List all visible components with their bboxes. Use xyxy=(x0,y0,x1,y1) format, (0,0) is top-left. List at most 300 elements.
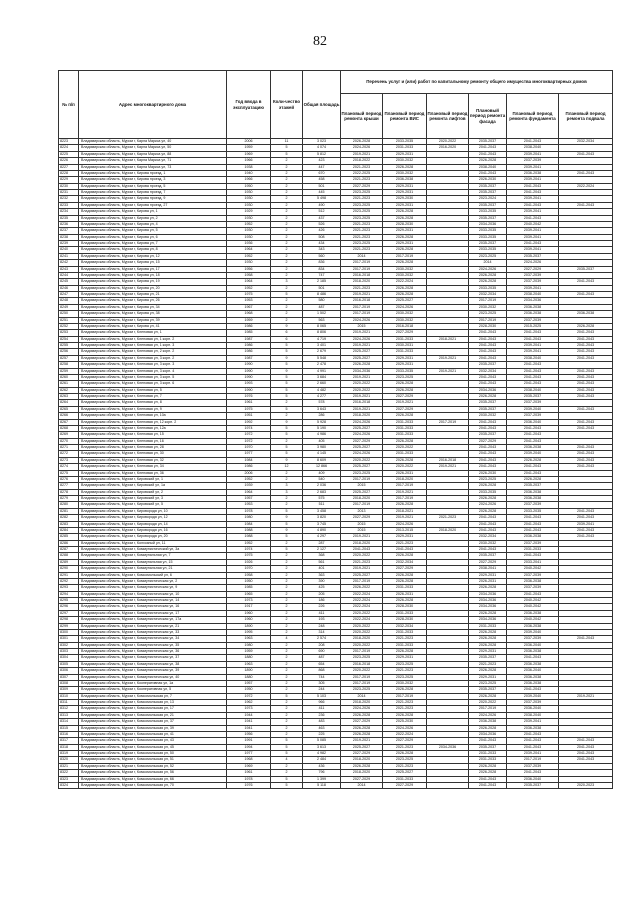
cell-floors: 2 xyxy=(271,177,303,183)
cell-floors: 5 xyxy=(271,776,303,782)
cell-num: 8255 xyxy=(59,343,79,349)
cell-es: 2018-2021 xyxy=(383,508,427,514)
cell-floors: 2 xyxy=(271,649,303,655)
cell-roof: 2025-2027 xyxy=(341,464,383,470)
cell-roof: 2019-2021 xyxy=(341,738,383,744)
cell-roof: 2017-2019 xyxy=(341,680,383,686)
cell-facade: 2035-2037 xyxy=(469,139,507,145)
table-header xyxy=(59,71,613,139)
cell-year: 1986 xyxy=(227,323,271,329)
cell-address: Владимирская область, Муром г, Комсомольская ул, 37 xyxy=(79,719,227,725)
header-lift: Плановый период ремонта лифтов xyxy=(427,94,469,139)
cell-area: 2 574 xyxy=(303,636,341,642)
cell-facade: 2023-2025 xyxy=(469,680,507,686)
cell-es: 2030-2031 xyxy=(383,343,427,349)
cell-foundation: 2036-2038 xyxy=(507,489,559,495)
cell-year: 1956 xyxy=(227,731,271,737)
cell-num: 8316 xyxy=(59,731,79,737)
cell-facade: 2028-2030 xyxy=(469,323,507,329)
cell-facade: 2026-2028 xyxy=(469,496,507,502)
cell-num: 8230 xyxy=(59,183,79,189)
cell-foundation: 2038-2040 xyxy=(507,292,559,298)
cell-area: 447 xyxy=(303,164,341,170)
cell-facade: 2024-2026 xyxy=(469,266,507,272)
cell-es: 2021-2023 xyxy=(383,540,427,546)
cell-foundation: 2037-2039 xyxy=(507,636,559,642)
cell-num: 8274 xyxy=(59,464,79,470)
cell-num: 8299 xyxy=(59,623,79,629)
cell-area: 4 890 xyxy=(303,527,341,533)
cell-es: 2024-2026 xyxy=(383,304,427,310)
cell-roof: 2020-2022 xyxy=(341,668,383,674)
cell-floors: 5 xyxy=(271,521,303,527)
cell-year: 1930 xyxy=(227,215,271,221)
cell-facade: 2041-2043 xyxy=(469,330,507,336)
cell-facade: 2026-2030 xyxy=(469,470,507,476)
cell-es: 2026-2028 xyxy=(383,578,427,584)
cell-floors: 2 xyxy=(271,719,303,725)
cell-cellar: 2036-2038 xyxy=(559,311,613,317)
cell-num: 8279 xyxy=(59,496,79,502)
cell-num: 8265 xyxy=(59,406,79,412)
cell-area: 834 xyxy=(303,266,341,272)
cell-year: 1976 xyxy=(227,394,271,400)
cell-area: 561 xyxy=(303,559,341,565)
cell-es: 2018-2020 xyxy=(383,476,427,482)
cell-cellar: 2041-2043 xyxy=(559,343,613,349)
cell-address: Владимирская область, Муром г, Карла Маркса ул, 71 xyxy=(79,158,227,164)
cell-year: 1972 xyxy=(227,432,271,438)
cell-year: 1978 xyxy=(227,508,271,514)
cell-foundation: 2041-2043 xyxy=(507,190,559,196)
cell-es: 2026-2028 xyxy=(383,598,427,604)
cell-year: 1975 xyxy=(227,292,271,298)
cell-floors: 5 xyxy=(271,362,303,368)
cell-floors: 2 xyxy=(271,438,303,444)
cell-year: 1953 xyxy=(227,502,271,508)
cell-es: 2030-2032 xyxy=(383,266,427,272)
cell-facade: 2035-2037 xyxy=(469,553,507,559)
cell-address: Владимирская область, Муром г, Кирова проезд, 3 xyxy=(79,177,227,183)
cell-roof: 2019-2021 xyxy=(341,534,383,540)
cell-year: 1930 xyxy=(227,190,271,196)
cell-facade: 2041-2043 xyxy=(469,419,507,425)
cell-area: 343 xyxy=(303,247,341,253)
cell-year: 1952 xyxy=(227,253,271,259)
cell-year: 1994 xyxy=(227,744,271,750)
cell-facade: 2041-2043 xyxy=(469,515,507,521)
cell-address: Владимирская область, Муром г, Коммунистическая ул, 14 xyxy=(79,598,227,604)
cell-facade: 2038-2041 xyxy=(469,566,507,572)
cell-num: 8295 xyxy=(59,598,79,604)
cell-area: 654 xyxy=(303,661,341,667)
cell-area: 2 127 xyxy=(303,547,341,553)
cell-num: 8308 xyxy=(59,680,79,686)
cell-es: 2026-2028 xyxy=(383,751,427,757)
cell-facade: 2026-2028 xyxy=(469,272,507,278)
cell-facade: 2034-2036 xyxy=(469,598,507,604)
cell-es: 2032-2034 xyxy=(383,559,427,565)
cell-roof: 2023-2025 xyxy=(341,215,383,221)
cell-year: 1964 xyxy=(227,279,271,285)
cell-area: 4 982 xyxy=(303,751,341,757)
cell-es: 2026-2028 xyxy=(383,687,427,693)
cell-year: 1952 xyxy=(227,476,271,482)
cell-num: 8242 xyxy=(59,260,79,266)
cell-roof: 2024-2026 xyxy=(341,419,383,425)
cell-foundation: 2038-2040 xyxy=(507,387,559,393)
cell-facade: 2027-2029 xyxy=(469,438,507,444)
cell-es: 2027-2029 xyxy=(383,738,427,744)
cell-facade: 2035-2037 xyxy=(469,362,507,368)
cell-foundation: 2039-2041 xyxy=(507,247,559,253)
cell-area: 670 xyxy=(303,170,341,176)
cell-floors: 12 xyxy=(271,464,303,470)
cell-es: 2031-2033 xyxy=(383,145,427,151)
cell-cellar: 2035-2037 xyxy=(559,266,613,272)
cell-address: Владимирская область, Муром г, Кооперативная ул, 5 xyxy=(79,687,227,693)
cell-roof: 2016-2018 xyxy=(341,272,383,278)
cell-num: 8273 xyxy=(59,457,79,463)
cell-facade: 2030-2032 xyxy=(469,540,507,546)
cell-foundation: 2041-2043 xyxy=(507,381,559,387)
cell-year: 1990 xyxy=(227,362,271,368)
cell-area: 5 498 xyxy=(303,196,341,202)
cell-roof: 2024-2026 xyxy=(341,145,383,151)
cell-es: 2033-2035 xyxy=(383,139,427,145)
cell-floors: 5 xyxy=(271,406,303,412)
cell-facade: 2041-2043 xyxy=(469,451,507,457)
cell-area: 4 991 xyxy=(303,368,341,374)
cell-num: 8236 xyxy=(59,221,79,227)
cell-address: Владимирская область, Муром г, Кирова ул, 15 xyxy=(79,260,227,266)
cell-year: 2006 xyxy=(227,139,271,145)
cell-facade: 2026-2028 xyxy=(469,642,507,648)
cell-floors: 2 xyxy=(271,629,303,635)
cell-facade: 2034-2036 xyxy=(469,221,507,227)
cell-foundation: 2041-2043 xyxy=(507,438,559,444)
cell-roof: 2027-2029 xyxy=(341,751,383,757)
cell-es: 2031-2033 xyxy=(383,629,427,635)
cell-area: 436 xyxy=(303,763,341,769)
cell-roof: 2021-2023 xyxy=(341,228,383,234)
cell-foundation: 2039-2041 xyxy=(507,196,559,202)
cell-roof: 2017-2019 xyxy=(341,260,383,266)
cell-area: 744 xyxy=(303,674,341,680)
cell-facade: 2026-2028 xyxy=(469,508,507,514)
cell-foundation: 2037-2039 xyxy=(507,585,559,591)
cell-es: 2017-2019 xyxy=(383,253,427,259)
cell-num: 8297 xyxy=(59,610,79,616)
cell-address: Владимирская область, Муром г, Комсомольская ул, 52 xyxy=(79,763,227,769)
cell-floors: 2 xyxy=(271,502,303,508)
cell-roof: 2025-2027 xyxy=(341,355,383,361)
cell-foundation: 2039-2041 xyxy=(507,234,559,240)
cell-num: 8315 xyxy=(59,725,79,731)
cell-es: 2016-2018 xyxy=(383,323,427,329)
cell-lift: 2016-2018 xyxy=(427,457,469,463)
cell-facade: 2026-2028 xyxy=(469,763,507,769)
cell-floors: 5 xyxy=(271,693,303,699)
cell-es: 2026-2028 xyxy=(383,381,427,387)
cell-es: 2026-2031 xyxy=(383,470,427,476)
cell-roof: 2027-2029 xyxy=(341,183,383,189)
cell-address: Владимирская область, Муром г, Кирова проезд, 1 xyxy=(79,170,227,176)
cell-num: 8290 xyxy=(59,566,79,572)
header-year: Год ввода в эксплуатацию xyxy=(227,71,271,139)
header-foundation: Плановый период ремонта фундамента xyxy=(507,94,559,139)
cell-roof: 2023-2025 xyxy=(341,655,383,661)
cell-address: Владимирская область, Муром г, Кирова ул, 34 xyxy=(79,304,227,310)
cell-num: 8309 xyxy=(59,687,79,693)
cell-num: 8278 xyxy=(59,489,79,495)
cell-area: 411 xyxy=(303,706,341,712)
cell-address: Владимирская область, Муром г, Кленовая ул, 28 xyxy=(79,445,227,451)
cell-roof: 2019-2021 xyxy=(341,292,383,298)
cell-num: 8305 xyxy=(59,661,79,667)
cell-floors: 5 xyxy=(271,508,303,514)
cell-es: 2026-2028 xyxy=(383,387,427,393)
cell-facade: 2035-2037 xyxy=(469,655,507,661)
cell-facade: 2035-2037 xyxy=(469,190,507,196)
cell-num: 8247 xyxy=(59,292,79,298)
cell-facade: 2038-2040 xyxy=(469,164,507,170)
cell-facade: 2034-2036 xyxy=(469,617,507,623)
header-area: Общая площадь xyxy=(303,71,341,139)
cell-facade: 2041-2043 xyxy=(469,782,507,788)
cell-floors: 2 xyxy=(271,668,303,674)
cell-roof: 2024-2026 xyxy=(341,317,383,323)
cell-floors: 2 xyxy=(271,642,303,648)
cell-area: 796 xyxy=(303,770,341,776)
cell-year: 1960 xyxy=(227,610,271,616)
cell-num: 8277 xyxy=(59,483,79,489)
cell-floors: 5 xyxy=(271,394,303,400)
cell-es: 2026-2028 xyxy=(383,413,427,419)
cell-es: 2027-2029 xyxy=(383,566,427,572)
cell-cellar: 2020-2023 xyxy=(559,782,613,788)
cell-floors: 6 xyxy=(271,330,303,336)
cell-floors: 2 xyxy=(271,190,303,196)
cell-cellar: 2019-2021 xyxy=(559,693,613,699)
cell-address: Владимирская область, Муром г, Кирова ул, 1 xyxy=(79,209,227,215)
cell-floors: 2 xyxy=(271,183,303,189)
cell-foundation: 2038-2040 xyxy=(507,712,559,718)
cell-num: 8234 xyxy=(59,209,79,215)
cell-foundation: 2038-2040 xyxy=(507,355,559,361)
cell-floors: 5 xyxy=(271,145,303,151)
cell-facade: 2033-2035 xyxy=(469,285,507,291)
cell-year: 1957 xyxy=(227,496,271,502)
cell-cellar: 2032-2034 xyxy=(559,139,613,145)
cell-foundation: 2039-2040 xyxy=(507,693,559,699)
cell-year: 1926 xyxy=(227,559,271,565)
cell-floors: 5 xyxy=(271,782,303,788)
header-address: Адрес многоквартирного дома xyxy=(79,71,227,139)
cell-address: Владимирская область, Муром г, Кирова ул, 38 xyxy=(79,311,227,317)
cell-address: Владимирская область, Муром г, Кирова ул, 26 xyxy=(79,298,227,304)
cell-foundation: 2034-2036 xyxy=(507,298,559,304)
cell-facade: 2041-2043 xyxy=(469,145,507,151)
cell-floors: 2 xyxy=(271,260,303,266)
cell-facade: 2026-2030 xyxy=(469,177,507,183)
cell-facade: 2035-2037 xyxy=(469,432,507,438)
cell-floors: 2 xyxy=(271,617,303,623)
cell-facade: 2033-2035 xyxy=(469,489,507,495)
cell-num: 8226 xyxy=(59,158,79,164)
cell-area: 423 xyxy=(303,158,341,164)
cell-address: Владимирская область, Муром г, Кирова ул, 18 xyxy=(79,272,227,278)
cell-foundation: 2040-2042 xyxy=(507,604,559,610)
cell-year: 1976 xyxy=(227,782,271,788)
cell-address: Владимирская область, Муром г, Кленовая ул, 1 корп. 2 xyxy=(79,336,227,342)
cell-num: 8254 xyxy=(59,336,79,342)
cell-facade: 2041-2043 xyxy=(469,464,507,470)
cell-num: 8262 xyxy=(59,387,79,393)
cell-num: 8251 xyxy=(59,317,79,323)
cell-floors: 2 xyxy=(271,731,303,737)
cell-address: Владимирская область, Муром г, Кленовая ул, 1 xyxy=(79,330,227,336)
cell-year: 1938 xyxy=(227,164,271,170)
cell-foundation: 2039-2041 xyxy=(507,177,559,183)
cell-facade: 2034-2036 xyxy=(469,731,507,737)
cell-area: 226 xyxy=(303,604,341,610)
cell-foundation: 2041-2043 xyxy=(507,553,559,559)
cell-num: 8259 xyxy=(59,368,79,374)
cell-roof: 2019-2021 xyxy=(341,343,383,349)
cell-roof: 2015 xyxy=(341,521,383,527)
cell-num: 8293 xyxy=(59,585,79,591)
cell-es: 2031-2033 xyxy=(383,642,427,648)
cell-area: 3 980 xyxy=(303,445,341,451)
cell-roof: 2016-2018 xyxy=(341,661,383,667)
cell-floors: 2 xyxy=(271,158,303,164)
cell-foundation: 2039-2041 xyxy=(507,228,559,234)
cell-address: Владимирская область, Муром г, Кленовая ул, 15 xyxy=(79,432,227,438)
cell-area: 2 683 xyxy=(303,489,341,495)
cell-year: 1993 xyxy=(227,381,271,387)
cell-num: 8248 xyxy=(59,298,79,304)
cell-address: Владимирская область, Муром г, Кировский ул, 5 xyxy=(79,502,227,508)
cell-address: Владимирская область, Муром г, Кирова проезд, 27 xyxy=(79,202,227,208)
cell-es: 2026-2028 xyxy=(383,292,427,298)
cell-year: 1988 xyxy=(227,527,271,533)
cell-facade: 2026-2028 xyxy=(469,629,507,635)
cell-area: 5 812 xyxy=(303,151,341,157)
cell-area: 511 xyxy=(303,502,341,508)
cell-cellar: 2041-2043 xyxy=(559,279,613,285)
cell-foundation: 2041-2043 xyxy=(507,215,559,221)
cell-es: 2021-2023 xyxy=(383,668,427,674)
cell-cellar: 2041-2043 xyxy=(559,757,613,763)
cell-num: 8270 xyxy=(59,438,79,444)
cell-year: 1930 xyxy=(227,234,271,240)
cell-es: 2031-2033 xyxy=(383,610,427,616)
cell-foundation: 2031-2033 xyxy=(507,547,559,553)
cell-facade: 2031-2033 xyxy=(469,757,507,763)
cell-floors: 2 xyxy=(271,164,303,170)
cell-address: Владимирская область, Муром г, Кирова ул, 5 xyxy=(79,228,227,234)
cell-es: 2026-2028 xyxy=(383,215,427,221)
cell-year: 1944 xyxy=(227,712,271,718)
cell-foundation: 2041-2043 xyxy=(507,183,559,189)
cell-floors: 2 xyxy=(271,655,303,661)
cell-area: 487 xyxy=(303,304,341,310)
cell-es: 2029-2031 xyxy=(383,202,427,208)
cell-facade: 2023-2024 xyxy=(469,196,507,202)
cell-cellar: 2026-2028 xyxy=(559,323,613,329)
cell-roof: 2018-2020 xyxy=(341,700,383,706)
cell-roof: 2023-2025 xyxy=(341,190,383,196)
cell-address: Владимирская область, Муром г, Кирова ул, 7 xyxy=(79,241,227,247)
cell-foundation: 2041-2043 xyxy=(507,738,559,744)
cell-cellar: 2041-2043 xyxy=(559,355,613,361)
cell-num: 8323 xyxy=(59,776,79,782)
cell-cellar: 2041-2043 xyxy=(559,368,613,374)
cell-year: 1957 xyxy=(227,680,271,686)
cell-roof: 2020-2022 xyxy=(341,623,383,629)
cell-foundation: 2041-2043 xyxy=(507,515,559,521)
cell-area: 580 xyxy=(303,298,341,304)
cell-num: 8239 xyxy=(59,241,79,247)
cell-lift: 2019-2021 xyxy=(427,355,469,361)
cell-year: 1964 xyxy=(227,247,271,253)
cell-floors: 9 xyxy=(271,355,303,361)
cell-address: Владимирская область, Муром г, Кировородя ул, 20 xyxy=(79,534,227,540)
cell-foundation: 2039-2041 xyxy=(507,751,559,757)
cell-address: Владимирская область, Муром г, Комсомольская ул, 39 xyxy=(79,725,227,731)
cell-foundation: 2041-2043 xyxy=(507,687,559,693)
cell-address: Владимирская область, Муром г, Комсомольская ул, 21 xyxy=(79,712,227,718)
cell-roof: 2020-2022 xyxy=(341,642,383,648)
cell-address: Владимирская область, Муром г, Коммунистическая ул, 17 xyxy=(79,610,227,616)
cell-facade: 2026-2028 xyxy=(469,394,507,400)
cell-roof: 2019-2021 xyxy=(341,330,383,336)
cell-facade: 2035-2037 xyxy=(469,687,507,693)
cell-cellar: 2041-2043 xyxy=(559,738,613,744)
cell-area: 5 085 xyxy=(303,738,341,744)
cell-facade: 2026-2028 xyxy=(469,158,507,164)
cell-roof: 2020-2022 xyxy=(341,553,383,559)
cell-floors: 5 xyxy=(271,534,303,540)
cell-area: 434 xyxy=(303,241,341,247)
cell-address: Владимирская область, Муром г, Кировородя ул, 12 xyxy=(79,515,227,521)
cell-foundation: 2041-2043 xyxy=(507,374,559,380)
cell-address: Владимирская область, Муром г, Кленовая ул, 3 корп. 6 xyxy=(79,381,227,387)
cell-roof: 2015 xyxy=(341,527,383,533)
cell-floors: 2 xyxy=(271,623,303,629)
cell-roof: 2023-2025 xyxy=(341,209,383,215)
cell-facade: 2024-2026 xyxy=(469,502,507,508)
cell-foundation: 2036-2038 xyxy=(507,725,559,731)
cell-es: 2027-2029 xyxy=(383,406,427,412)
cell-roof: 2025-2027 xyxy=(341,572,383,578)
cell-cellar: 2041-2043 xyxy=(559,751,613,757)
cell-address: Владимирская область, Муром г, Коммунальная ул, 7 xyxy=(79,553,227,559)
cell-foundation: 2039-2041 xyxy=(507,164,559,170)
cell-roof: 2018-2020 xyxy=(341,636,383,642)
cell-foundation: 2040-2042 xyxy=(507,617,559,623)
cell-facade: 2033-2035 xyxy=(469,209,507,215)
cell-area: 4 986 xyxy=(303,432,341,438)
cell-es: 2030-2032 xyxy=(383,680,427,686)
cell-foundation: 2037-2039 xyxy=(507,413,559,419)
cell-es: 2029-2031 xyxy=(383,534,427,540)
cell-num: 8306 xyxy=(59,668,79,674)
cell-year: 1880 xyxy=(227,655,271,661)
cell-address: Владимирская область, Муром г, Кирова ул, 39 xyxy=(79,317,227,323)
cell-foundation: 2040-2042 xyxy=(507,221,559,227)
